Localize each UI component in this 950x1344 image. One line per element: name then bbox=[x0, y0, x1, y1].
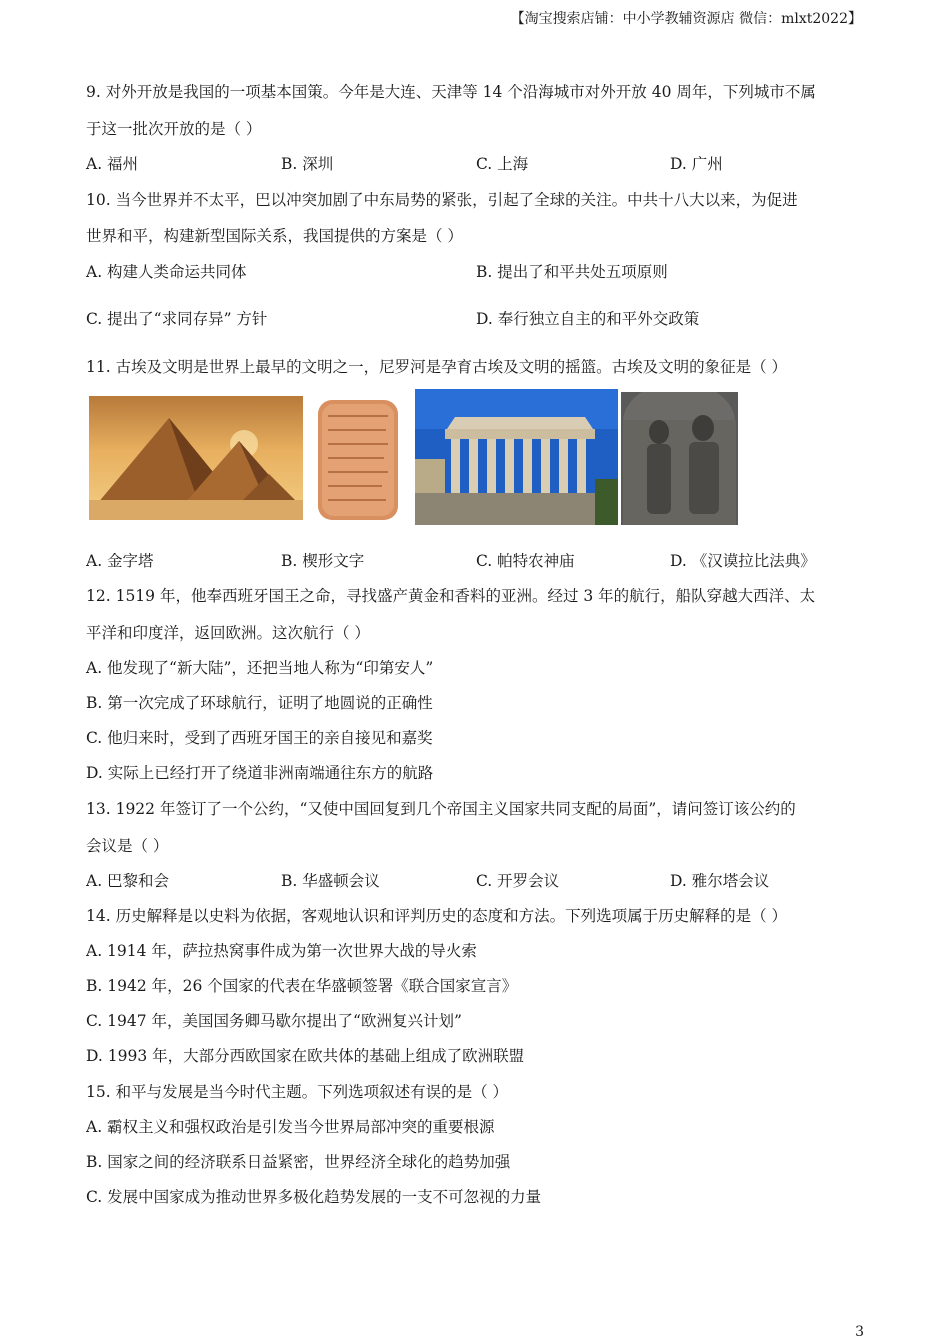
q15-option-c: C. 发展中国家成为推动世界多极化趋势发展的一支不可忽视的力量 bbox=[86, 1188, 542, 1206]
q9-stem-line2: 于这一批次开放的是（ ） bbox=[86, 120, 262, 138]
q14-option-c: C. 1947 年，美国国务卿马歇尔提出了“欧洲复兴计划” bbox=[86, 1012, 462, 1030]
q15-option-b: B. 国家之间的经济联系日益紧密，世界经济全球化的趋势加强 bbox=[86, 1153, 511, 1171]
q9-option-b: B. 深圳 bbox=[281, 155, 334, 173]
q12-option-b: B. 第一次完成了环球航行，证明了地圆说的正确性 bbox=[86, 694, 433, 712]
q12-option-d: D. 实际上已经打开了绕道非洲南端通往东方的航路 bbox=[86, 764, 434, 782]
q9-option-a: A. 福州 bbox=[86, 155, 139, 173]
q12-stem-line1: 12. 1519 年，他奉西班牙国王之命，寻找盛产黄金和香料的亚洲。经过 3 年的航行，船队穿越大西洋、太 bbox=[86, 587, 816, 605]
q14-option-d: D. 1993 年，大部分西欧国家在欧共体的基础上组成了欧洲联盟 bbox=[86, 1047, 525, 1065]
q10-option-a: A. 构建人类命运共同体 bbox=[86, 263, 247, 281]
q11-option-d: D. 《汉谟拉比法典》 bbox=[670, 552, 816, 570]
q9-option-d: D. 广州 bbox=[670, 155, 723, 173]
q12-option-c: C. 他归来时，受到了西班牙国王的亲自接见和嘉奖 bbox=[86, 729, 433, 747]
q13-option-d: D. 雅尔塔会议 bbox=[670, 872, 770, 890]
parthenon-photo bbox=[415, 389, 618, 525]
q15-option-a: A. 霸权主义和强权政治是引发当今世界局部冲突的重要根源 bbox=[86, 1118, 495, 1136]
q10-stem-line2: 世界和平，构建新型国际关系，我国提供的方案是（ ） bbox=[86, 227, 463, 245]
q9-stem-line1: 9. 对外开放是我国的一项基本国策。今年是大连、天津等 14 个沿海城市对外开放 40 周年，下列城市不属 bbox=[86, 83, 816, 101]
q15-stem: 15. 和平与发展是当今时代主题。下列选项叙述有误的是（ ） bbox=[86, 1083, 509, 1101]
page-header: 【淘宝搜索店铺：中小学教辅资源店 微信：mlxt2022】 bbox=[510, 11, 862, 27]
q10-option-d: D. 奉行独立自主的和平外交政策 bbox=[476, 310, 700, 328]
q12-option-a: A. 他发现了“新大陆”，还把当地人称为“印第安人” bbox=[86, 659, 434, 677]
q11-stem: 11. 古埃及文明是世界上最早的文明之一，尼罗河是孕育古埃及文明的摇篮。古埃及文明的象征是（ ） bbox=[86, 358, 788, 376]
cuneiform-tablet-photo bbox=[312, 396, 404, 524]
q13-option-c: C. 开罗会议 bbox=[476, 872, 560, 890]
pyramids-photo bbox=[89, 396, 303, 520]
q11-option-c: C. 帕特农神庙 bbox=[476, 552, 575, 570]
q13-option-a: A. 巴黎和会 bbox=[86, 872, 170, 890]
q11-option-a: A. 金字塔 bbox=[86, 552, 154, 570]
q14-stem: 14. 历史解释是以史料为依据，客观地认识和评判历史的态度和方法。下列选项属于历史解释的是（ ） bbox=[86, 907, 788, 925]
q9-option-c: C. 上海 bbox=[476, 155, 529, 173]
q13-stem-line1: 13. 1922 年签订了一个公约，“又使中国回复到几个帝国主义国家共同支配的局面”，请问签订该公约的 bbox=[86, 800, 796, 818]
hammurabi-stele-photo bbox=[621, 392, 738, 525]
q10-option-b: B. 提出了和平共处五项原则 bbox=[476, 263, 668, 281]
q11-option-b: B. 楔形文字 bbox=[281, 552, 365, 570]
q12-stem-line2: 平洋和印度洋，返回欧洲。这次航行（ ） bbox=[86, 624, 370, 642]
q10-stem-line1: 10. 当今世界并不太平，巴以冲突加剧了中东局势的紧张，引起了全球的关注。中共十八大以来，为促进 bbox=[86, 191, 798, 209]
q14-option-b: B. 1942 年，26 个国家的代表在华盛顿签署《联合国家宣言》 bbox=[86, 977, 518, 995]
q13-option-b: B. 华盛顿会议 bbox=[281, 872, 380, 890]
q10-option-c: C. 提出了“求同存异” 方针 bbox=[86, 310, 268, 328]
q13-stem-line2: 会议是（ ） bbox=[86, 837, 169, 855]
q14-option-a: A. 1914 年，萨拉热窝事件成为第一次世界大战的导火索 bbox=[86, 942, 477, 960]
page-number: 3 bbox=[855, 1324, 864, 1340]
